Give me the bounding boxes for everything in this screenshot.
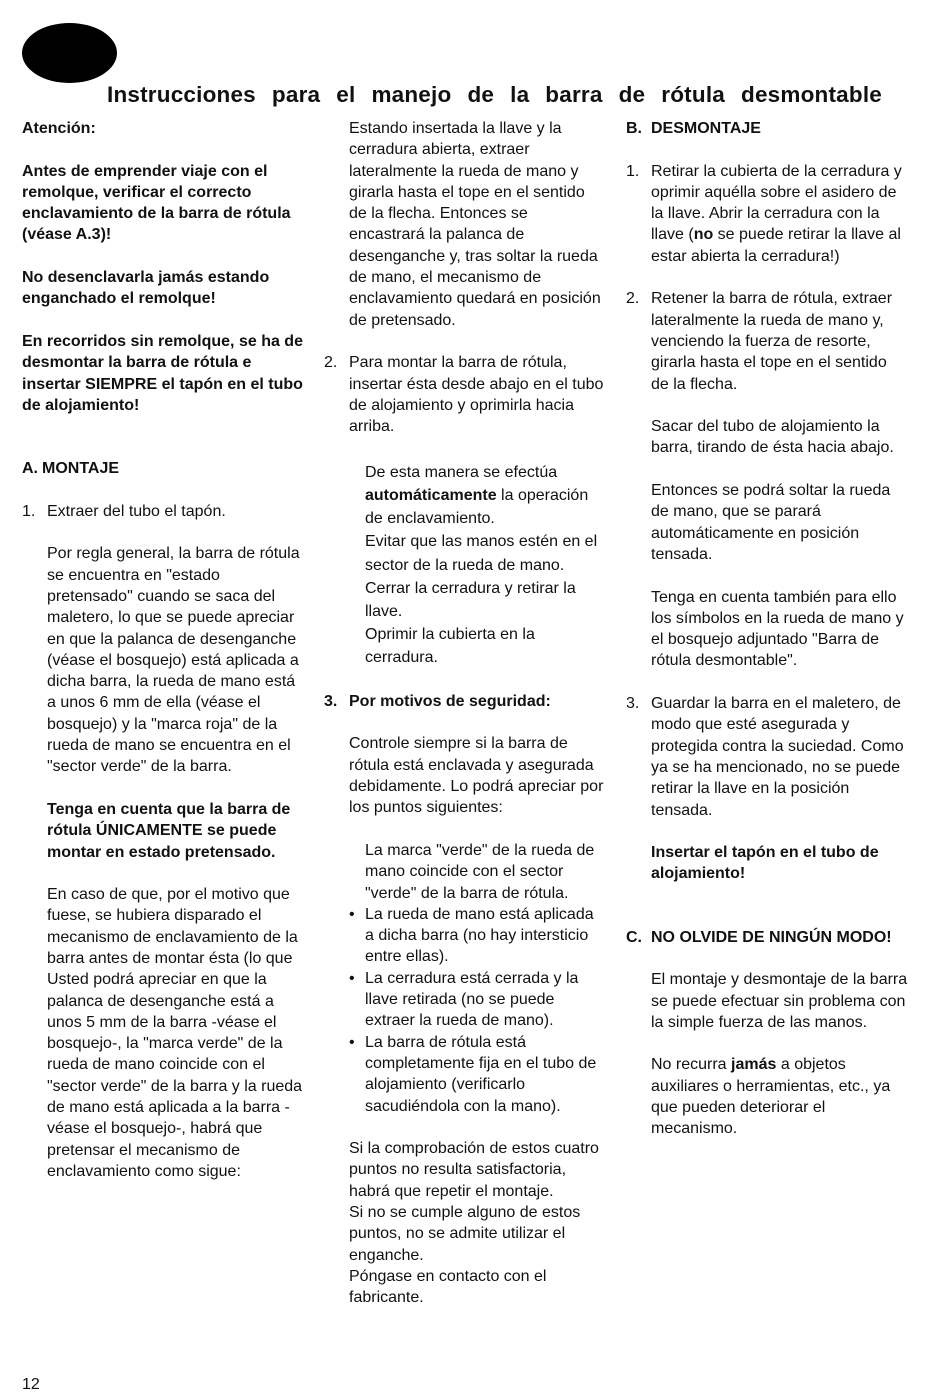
column-middle (324, 118, 606, 1308)
b1-text-pre: Retirar la cubierta de la cerradura y oprimir aquélla sobre el asidero de la llave. Abrir la cerradura con la llave ( (651, 162, 902, 244)
check-point-text: La barra de rótula está completamente fija en el tubo de alojamiento (verificarlo sacudiéndola con la mano). (365, 1033, 597, 1115)
do-not-use-text: Si no se cumple alguno de estos puntos, no se admite utilizar el enganche. (349, 1204, 581, 1264)
auto-lock-post: la operación de enclavamiento. (365, 486, 589, 528)
section-c-title: NO OLVIDE DE NINGÚN MODO! (651, 928, 892, 946)
warning-remove-bar: En recorridos sin remolque, se ha de desmontar la barra de rótula e insertar SIEMPRE el tapón en el tubo de alojamiento! (22, 332, 303, 414)
section-c-label: C. (626, 928, 642, 946)
remove-bar-text: Sacar del tubo de alojamiento la barra, tirando de ésta hacia abajo. (651, 418, 894, 457)
attention-label: Atención: (22, 120, 96, 137)
check-point (324, 968, 606, 1032)
list-item (626, 693, 908, 821)
no-tools-pre: No recurra (651, 1056, 732, 1074)
pretension-description: Por regla general, la barra de rótula se encuentra en "estado pretensado" cuando se saca del maletero, lo que se puede apreciar en que la palanca de desenganche (véase el bosquejo) está aplicada a dicha barra, la rueda de mano está a unos 6 mm de ella (véase el bosquejo) y la "marca roja" de la rueda de mano se encuentra en el "sector verde" de la barra. (47, 545, 300, 776)
section-a-heading (22, 458, 304, 479)
item-number: 1. (626, 162, 640, 180)
item-text: Para montar la barra de rótula, insertar ésta desde abajo en el tubo de alojamiento y oprimirla hacia arriba. (349, 354, 604, 436)
item-number: 2. (324, 354, 338, 372)
list-item (324, 352, 606, 437)
column-left (22, 118, 304, 1182)
close-lock-text: Cerrar la cerradura y retirar la llave. (365, 579, 576, 620)
symbols-note-text: Tenga en cuenta también para ello los símbolos en la rueda de mano y el bosquejo adjuntado "Barra de rótula desmontable". (651, 588, 904, 670)
b1-text-post: se puede retirar la llave al estar abierta la cerradura!) (651, 226, 901, 265)
item-number: 1. (22, 502, 36, 520)
check-point (324, 904, 606, 968)
no-tools-text (626, 1054, 908, 1139)
contact-manufacturer-text: Póngase en contacto con el fabricante. (349, 1267, 547, 1307)
item-number: 2. (626, 290, 640, 308)
insert-plug-note: Insertar el tapón en el tubo de alojamiento! (651, 844, 879, 883)
item-number: 3. (324, 692, 338, 710)
release-wheel-text: Entonces se podrá soltar la rueda de mano, que se parará automáticamente en posición tensada. (651, 482, 891, 563)
list-item (626, 161, 908, 267)
no-tools-bold: jamás (731, 1056, 777, 1074)
press-cover-text: Oprimir la cubierta en la cerradura. (365, 626, 535, 667)
auto-lock-text (324, 461, 606, 531)
section-a-title: MONTAJE (42, 460, 120, 478)
list-item (626, 288, 908, 394)
check-point-text: La cerradura está cerrada y la llave retirada (no se puede extraer la rueda de mano). (365, 969, 579, 1030)
bullet: • (349, 969, 355, 987)
language-marker-oval (22, 23, 117, 83)
auto-lock-pre: De esta manera se efectúa (365, 463, 558, 481)
item-title: Por motivos de seguridad: (349, 692, 551, 710)
section-b-title: DESMONTAJE (651, 120, 761, 137)
list-item (324, 691, 606, 712)
column-right (626, 118, 908, 1140)
b1-text-bold: no (693, 226, 714, 244)
safety-check-intro: Controle siempre si la barra de rótula está enclavada y asegurada debidamente. Lo podrá apreciar por los puntos siguientes: (349, 735, 604, 817)
check-point (324, 1032, 606, 1117)
section-a-label: A. (22, 460, 38, 478)
pretension-procedure: Estando insertada la llave y la cerradura abierta, extraer lateralmente la rueda de mano y girarla hasta el tope en el sentido de la flecha. Entonces se encastrará la palanca de desenganche y, tras soltar la rueda de mano, el mecanismo de enclavamiento quedará en posición de pretensado. (349, 120, 601, 329)
warning-never-unlock: No desenclavarla jamás estando enganchado el remolque! (22, 269, 270, 308)
no-tools-post: a objetos auxiliares o herramientas, etc., ya que pueden deteriorar el mecanismo. (651, 1056, 891, 1138)
auto-lock-bold: automáticamente (365, 486, 497, 504)
avoid-hands-text: Evitar que las manos estén en el sector de la rueda de mano. (365, 533, 598, 574)
bullet: • (349, 1033, 355, 1051)
item-text (651, 161, 908, 267)
triggered-mechanism-description: En caso de que, por el motivo que fuese, se hubiera disparado el mecanismo de enclavamiento de la barra antes de montar ésta (lo que Usted podrá apreciar en que la palanca de desenganche está a unos 5 mm de la barra -véase el bosquejo-, la "marca verde" de la rueda de mano coincide con el "sector verde" de la barra y la rueda de mano está aplicada a la barra -véase el bosquejo-, habrá que pretensar el mecanismo de enclavamiento como sigue: (47, 886, 303, 1180)
section-b-label: B. (626, 120, 642, 137)
bullet: • (349, 905, 355, 923)
check-point-text: La rueda de mano está aplicada a dicha barra (no hay intersticio entre ellas). (365, 905, 594, 966)
item-number: 3. (626, 695, 640, 713)
page-title: Instrucciones para el manejo de la barra de rótula desmontable (107, 82, 882, 107)
item-text: Extraer del tubo el tapón. (47, 502, 226, 520)
repeat-mounting-text: Si la comprobación de estos cuatro puntos no resulta satisfactoria, habrá que repetir el montaje. (349, 1140, 599, 1200)
warning-check-lock: Antes de emprender viaje con el remolque, verificar el correcto enclavamiento de la barra de rótula (véase A.3)! (22, 162, 291, 244)
manual-force-text: El montaje y desmontaje de la barra se puede efectuar sin problema con la simple fuerza de las manos. (651, 971, 908, 1031)
pretension-note: Tenga en cuenta que la barra de rótula ÚNICAMENTE se puede montar en estado pretensado. (47, 800, 291, 861)
item-text: Retener la barra de rótula, extraer lateralmente la rueda de mano y, venciendo la fuerza de resorte, girarla hasta el tope en el sentido de la flecha. (651, 290, 893, 393)
page-number: 12 (22, 1376, 40, 1393)
section-c-heading (626, 927, 908, 948)
list-item (22, 501, 304, 522)
item-text: Guardar la barra en el maletero, de modo que esté asegurada y protegida contra la suciedad. Como ya se ha mencionado, no se puede retirar la llave en la posición tensada. (651, 695, 904, 819)
check-point-green-mark: La marca "verde" de la rueda de mano coincide con el sector "verde" de la barra de rótula. (365, 841, 595, 902)
section-b-heading (626, 118, 908, 139)
